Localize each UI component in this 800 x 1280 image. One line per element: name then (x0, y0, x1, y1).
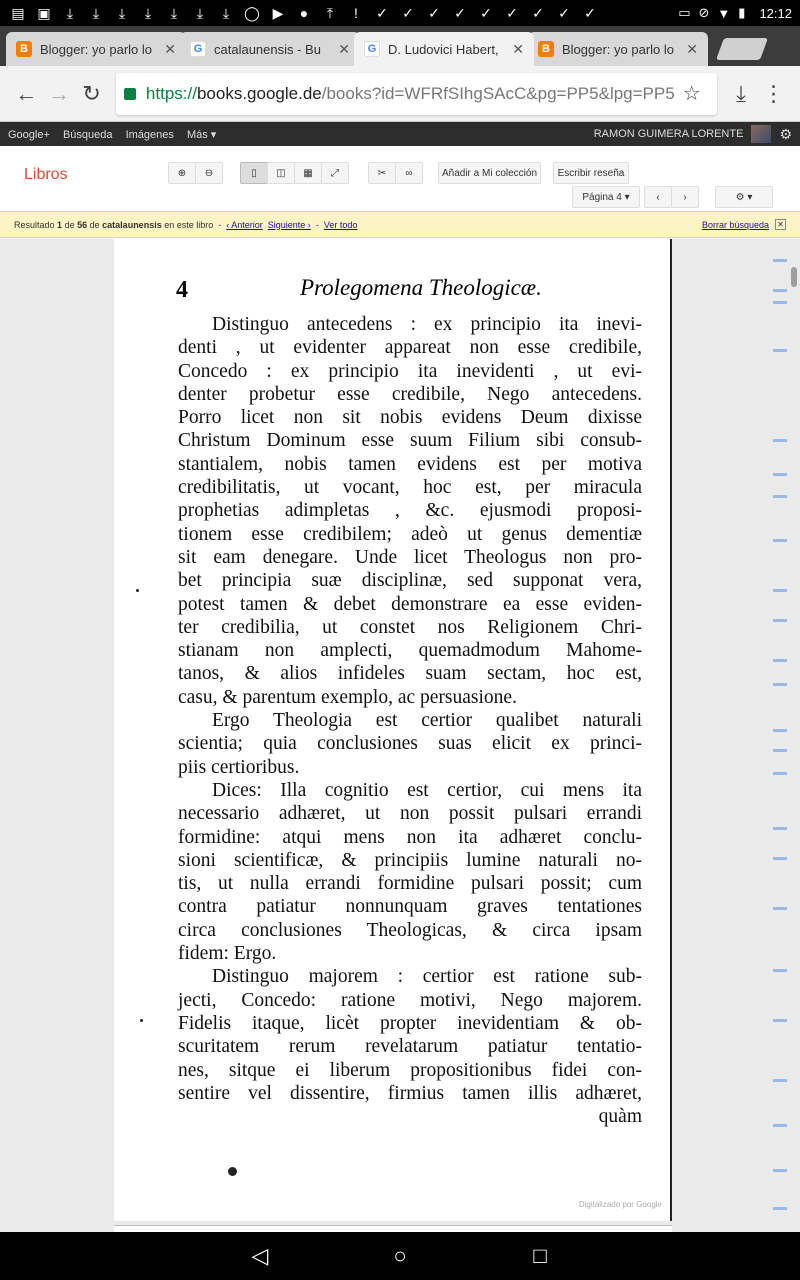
search-hits-track[interactable] (773, 239, 787, 1232)
blogger-icon: B (538, 41, 554, 57)
prev-result-link[interactable]: ‹ Anterior (226, 219, 263, 230)
wifi-icon: ▼ (717, 5, 731, 21)
text-line: bet principia suæ disciplinæ, sed supponat vera, (178, 570, 642, 592)
text-line: denter probetur esse credibile, Nego antecedens. (178, 383, 642, 405)
new-tab-button[interactable] (716, 38, 768, 60)
text-line: scientia; quia conclusiones suas elicit ex princi- (178, 733, 642, 755)
tab-blogger-2[interactable] (528, 32, 708, 66)
ink-spot (140, 1019, 143, 1022)
next-page-button[interactable]: › (671, 186, 699, 208)
download-icon: ⤓ (144, 5, 152, 21)
text-line: stianam non amplecti, quemadmodum Mahome- (178, 640, 642, 662)
close-icon[interactable]: ✕ (512, 40, 524, 57)
search-hit-marker[interactable] (773, 439, 787, 442)
tab-title: catalaunensis - Bu (214, 41, 321, 57)
text-line: nes, sitque ei liberum propositionibus fidei con- (178, 1059, 642, 1081)
result-prefix: Resultado (14, 219, 55, 230)
gbar-link-googleplus[interactable]: Google+ (8, 128, 50, 141)
text-line: circa conclusiones Theologicas, & circa ipsam (178, 919, 642, 941)
search-hit-marker[interactable] (773, 969, 787, 972)
blogger-icon: ▤ (11, 5, 25, 21)
close-icon[interactable]: ✕ (775, 219, 786, 230)
upload-icon: ⤒ (326, 5, 334, 21)
close-icon[interactable]: ✕ (338, 40, 350, 57)
url-scheme: https:// (145, 83, 197, 103)
check-icon: ✓ (428, 5, 440, 21)
tab-title: Blogger: yo parlo lo (40, 41, 153, 57)
search-result-bar (0, 211, 800, 238)
clip-link-group (368, 162, 422, 184)
image-icon: ▣ (37, 5, 51, 21)
download-icon: ⤓ (92, 5, 100, 21)
search-hit-marker[interactable] (773, 349, 787, 352)
text-line: stantialem, nobis tamen evidens est per motiva (178, 453, 642, 475)
book-viewer[interactable] (0, 239, 800, 1232)
view-mode-group (240, 162, 348, 184)
gear-icon[interactable]: ⚙ (779, 125, 792, 142)
tab-title: Blogger: yo parlo lo (562, 41, 675, 57)
search-hit-marker[interactable] (773, 1169, 787, 1172)
search-hit-marker[interactable] (773, 259, 787, 262)
android-status-bar (0, 0, 800, 26)
tab-title: D. Ludovici Habert, (388, 41, 499, 57)
cast-icon: ▭ (678, 5, 691, 20)
google-icon: G (364, 41, 380, 57)
avatar[interactable] (751, 125, 771, 143)
back-triangle-icon[interactable]: ◁ (251, 1243, 269, 1268)
text-line: sit eam denegare. Unde licet Theologus non pro- (178, 546, 642, 568)
gbar-link-search[interactable]: Búsqueda (62, 128, 113, 141)
dnd-icon: ⊘ (698, 5, 710, 20)
search-hit-marker[interactable] (773, 619, 787, 622)
text-line: necessario adhæret, ut non possit pulsari errandi (178, 803, 642, 825)
zoom-out-icon[interactable]: ⊖ (195, 162, 223, 184)
book-page (114, 239, 672, 1221)
gbar-link-images[interactable]: Imágenes (125, 128, 174, 141)
write-review-button[interactable]: Escribir reseña (553, 162, 629, 184)
tab-google-search[interactable] (180, 32, 360, 66)
next-result-link[interactable]: Siguiente › (267, 219, 311, 230)
page-navigation (572, 186, 773, 208)
result-suffix: en este libro (164, 219, 214, 230)
search-hit-marker[interactable] (773, 473, 787, 476)
download-icon: ⤓ (66, 5, 74, 21)
fullscreen-icon[interactable]: ⤢ (321, 162, 349, 184)
search-hit-marker[interactable] (773, 539, 787, 542)
settings-dropdown[interactable]: ⚙ ▾ (715, 186, 773, 208)
page-header: Prolegomena Theologicæ. (300, 275, 542, 300)
tab-google-books[interactable] (354, 32, 534, 66)
search-hit-marker[interactable] (773, 301, 787, 304)
search-hit-marker[interactable] (773, 683, 787, 686)
check-icon: ✓ (376, 5, 388, 21)
ink-spot (228, 1167, 237, 1176)
text-line: Distinguo majorem : certior est ratione sub- (212, 966, 642, 988)
search-hit-marker[interactable] (773, 729, 787, 732)
result-summary: Resultado 1 de 56 de catalaunensis en este libro - ‹ Anterior Siguiente › - Ver todo (14, 219, 358, 230)
search-hit-marker[interactable] (773, 907, 787, 910)
home-circle-icon[interactable]: ○ (393, 1243, 407, 1268)
result-query: catalaunensis (102, 219, 162, 230)
text-line: sioni scientificæ, & principiis lumine naturali no- (178, 849, 642, 871)
clear-search-link[interactable]: Borrar búsqueda (701, 219, 769, 230)
libros-logo[interactable]: Libros (24, 166, 68, 183)
gear-icon: ⚙ (735, 191, 745, 203)
browser-toolbar (0, 66, 800, 122)
url-text[interactable] (146, 84, 675, 104)
digitized-watermark: Digitalizado por Google (578, 1200, 662, 1209)
page-text (178, 313, 642, 1105)
notification-icons (8, 3, 678, 23)
search-hit-marker[interactable] (773, 1079, 787, 1082)
result-index: 1 (57, 219, 63, 230)
text-line: credibilitatis, ut vocant, hoc est, per miracula (178, 477, 642, 499)
google-icon: G (190, 41, 206, 57)
check-icon: ✓ (558, 5, 570, 21)
download-icon: ⤓ (222, 5, 230, 21)
youtube-icon: ▶ (272, 5, 284, 21)
search-hit-marker[interactable] (773, 772, 787, 775)
battery-icon: ▮ (738, 5, 746, 20)
text-line: contra patiatur nonnunquam graves tentationes (178, 896, 642, 918)
menu-button[interactable]: ⋮ (762, 80, 785, 106)
user-name[interactable]: RAMON GUIMERA LORENTE (593, 128, 744, 140)
tab-blogger-1[interactable] (6, 32, 186, 66)
url-path: /books?id=WFRfSIhgSAcC&pg=PP5&lpg=PP5 (321, 83, 675, 103)
search-hit-marker[interactable] (773, 1207, 787, 1210)
text-line: Fidelis itaque, licèt propter inevidentiam & ob- (178, 1012, 642, 1034)
url-host: books.google.de (196, 83, 322, 103)
text-line: potest tamen & debet demonstrare ea esse eviden- (178, 593, 642, 615)
catchword-row (178, 1105, 642, 1128)
alert-icon: ! (354, 5, 358, 21)
text-line: formidine: atqui mens non ita adhæret conclu- (178, 826, 642, 848)
check-icon: ✓ (532, 5, 544, 21)
search-hit-marker[interactable] (773, 659, 787, 662)
check-icon: ✓ (506, 5, 518, 21)
text-line: tis, ut nulla errandi formidine pulsari possit; cum (178, 873, 642, 895)
text-line: Distinguo antecedens : ex principio ita inevi- (212, 314, 642, 335)
catchword: quàm (598, 1106, 642, 1127)
clear-search (702, 219, 786, 230)
android-nav-bar (0, 1232, 800, 1280)
check-icon: ✓ (584, 5, 596, 21)
text-line: tanos, & alios infideles suam sectam, hoc est, (178, 663, 642, 685)
text-line: Porro licet non sit nobis evidens Deum dixisse (178, 407, 642, 429)
lock-icon (124, 88, 136, 100)
text-line: tionem esse credibilem; adeò ut genus dementiæ (178, 523, 642, 545)
result-of: de (64, 219, 75, 230)
add-to-collection-button[interactable]: Añadir a Mi colección (438, 162, 541, 184)
download-button[interactable]: ⤓ (736, 80, 746, 106)
reload-button[interactable]: ↻ (82, 80, 101, 106)
back-button[interactable]: ← (15, 80, 38, 106)
search-hit-marker[interactable] (773, 827, 787, 830)
prev-page-button[interactable]: ‹ (644, 186, 672, 208)
thumbnails-icon[interactable]: ▦ (294, 162, 322, 184)
two-page-icon[interactable]: ◫ (267, 162, 295, 184)
page-select[interactable]: Página 4 ▾ (572, 186, 640, 208)
text-line: Concedo : ex principio ita inevidenti , ut evi- (178, 360, 642, 382)
text-line: denti , ut evidenter appareat non esse credibile, (178, 337, 642, 359)
tab-strip (0, 26, 800, 66)
download-icon: ⤓ (118, 5, 126, 21)
check-icon: ✓ (480, 5, 492, 21)
clip-icon[interactable]: ✂ (368, 162, 396, 184)
text-line: fidem: Ergo. (178, 943, 277, 965)
ink-spot (136, 589, 139, 592)
clock: 12:12 (759, 5, 792, 21)
star-icon[interactable]: ☆ (682, 83, 701, 105)
address-bar[interactable] (116, 73, 717, 115)
scrollbar-thumb[interactable] (791, 267, 797, 287)
search-hit-marker[interactable] (773, 1124, 787, 1127)
link-icon[interactable]: ∞ (395, 162, 423, 184)
system-icons (678, 5, 792, 21)
search-hit-marker[interactable] (773, 857, 787, 860)
search-hit-marker[interactable] (773, 1019, 787, 1022)
close-icon[interactable]: ✕ (164, 40, 176, 57)
text-line: scuritatem rerum revelatarum patiatur tentatio- (178, 1036, 642, 1058)
text-line: Christum Dominum esse suum Filium sibi consub- (178, 430, 642, 452)
chrome-icon: ◯ (244, 5, 260, 21)
page-number: 4 (176, 277, 188, 303)
search-hit-marker[interactable] (773, 589, 787, 592)
text-line: Ergo Theologia est certior qualibet naturali (212, 710, 642, 732)
text-line: jecti, Concedo: ratione motivi, Nego majorem. (178, 989, 642, 1011)
blogger-icon: B (16, 41, 32, 57)
messenger-icon: ● (299, 5, 309, 21)
text-line: casu, & parentum exemplo, ac persuasione. (178, 686, 517, 708)
result-of2: de (89, 219, 100, 230)
search-hit-marker[interactable] (773, 749, 787, 752)
download-icon: ⤓ (170, 5, 178, 21)
text-line: Dices: Illa cognitio est certior, cui mens ita (212, 779, 642, 801)
text-line: piis certioribus. (178, 756, 300, 778)
view-all-link[interactable]: Ver todo (323, 219, 358, 230)
page-select-label: Página 4 (582, 191, 622, 203)
result-total: 56 (77, 219, 88, 230)
zoom-in-icon[interactable]: ⊕ (168, 162, 196, 184)
zoom-group (168, 162, 222, 184)
books-toolbar (0, 146, 800, 210)
text-line: prophetias adimpletas , &c. ejusmodi proposi- (178, 500, 642, 522)
single-page-icon[interactable]: ▯ (240, 162, 268, 184)
forward-button[interactable]: → (47, 80, 70, 106)
check-icon: ✓ (402, 5, 414, 21)
text-line: ter credibilia, ut constet nos Religionem Chri- (178, 616, 642, 638)
download-icon: ⤓ (196, 5, 204, 21)
google-bar-links (8, 128, 226, 141)
recents-square-icon[interactable]: □ (533, 1243, 547, 1268)
check-icon: ✓ (454, 5, 466, 21)
text-line: sentire vel dissentire, firmius tamen illis adhæret, (178, 1082, 642, 1104)
search-hit-marker[interactable] (773, 495, 787, 498)
close-icon[interactable]: ✕ (686, 40, 698, 57)
google-bar (0, 122, 800, 146)
running-head (114, 275, 670, 305)
search-hit-marker[interactable] (773, 289, 787, 292)
gbar-link-more[interactable]: Más ▾ (186, 128, 217, 141)
